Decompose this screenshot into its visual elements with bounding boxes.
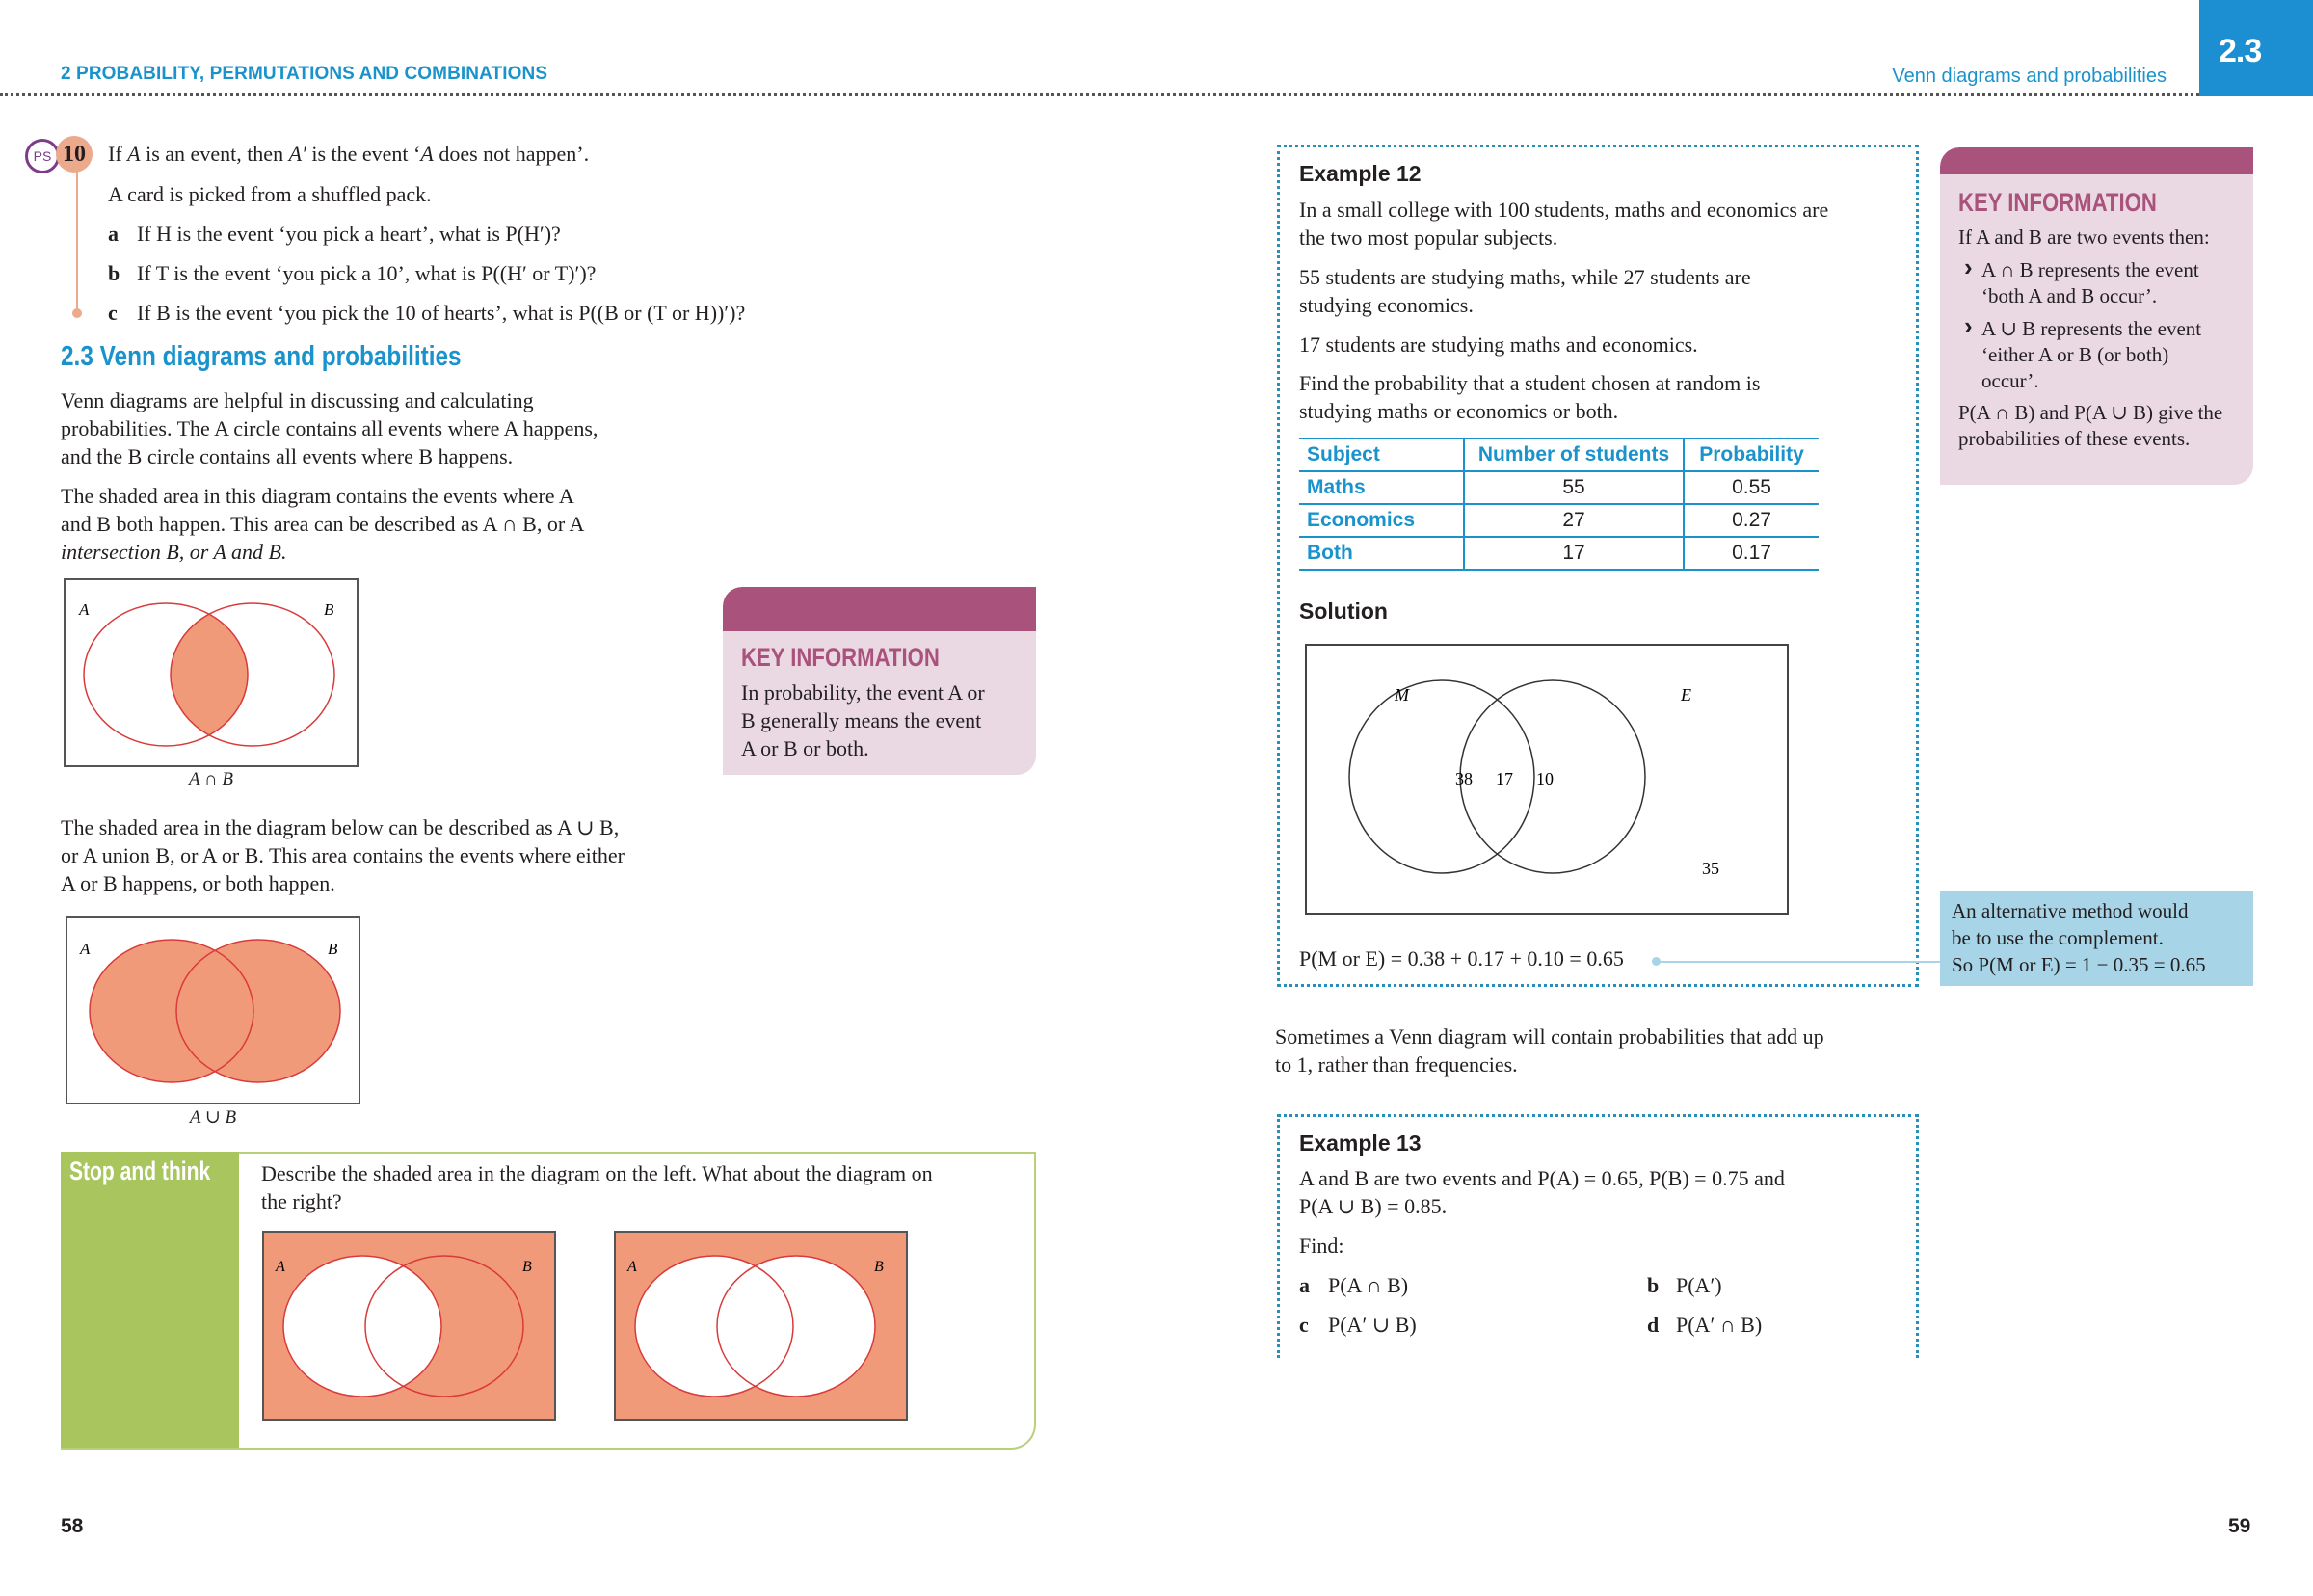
header-rule <box>0 93 2199 96</box>
example-13-part-c: c P(A′ ∪ B) <box>1299 1313 1417 1337</box>
label-b: B <box>324 600 334 619</box>
label-a: A <box>80 940 91 958</box>
question-part-c: c If B is the event ‘you pick the 10 of hearts’, what is P((B or (T or H))′)? <box>108 301 746 325</box>
label-a: A <box>276 1259 285 1275</box>
e-only-count: 10 <box>1536 769 1554 788</box>
label-e: E <box>1681 685 1691 705</box>
section-tab <box>2199 0 2313 96</box>
example-12-para-4: Find the probability that a student chosen at random is studying maths or economics or both. <box>1299 371 1761 423</box>
example-13-part-b: b P(A′) <box>1647 1273 1722 1297</box>
question-rule-end-dot <box>72 308 82 318</box>
example-12-title: Example 12 <box>1299 161 1422 186</box>
label-m: M <box>1395 685 1409 705</box>
example-13-find: Find: <box>1299 1234 1344 1258</box>
example-12-para-3: 17 students are studying maths and economics. <box>1299 332 1698 357</box>
outside-count: 35 <box>1702 859 1719 878</box>
header-probability: Probability <box>1684 439 1819 471</box>
header-number: Number of students <box>1464 439 1684 471</box>
solution-title: Solution <box>1299 598 1388 624</box>
problem-solving-badge: PS <box>25 139 60 173</box>
stop-and-think-sidebar <box>61 1152 239 1448</box>
alternative-method-note: An alternative method would be to use the complement. So P(M or E) = 1 − 0.35 = 0.65 <box>1940 891 2253 986</box>
venn-intersection-caption: A ∩ B <box>188 769 234 789</box>
key-information-box <box>723 587 1036 775</box>
circle-b-unshaded <box>717 1256 875 1396</box>
example-12-venn-diagram <box>1305 644 1789 916</box>
example-13-part-a: a P(A ∩ B) <box>1299 1273 1409 1297</box>
label-a: A <box>79 600 90 619</box>
section-heading: 2.3 Venn diagrams and probabilities <box>61 341 462 372</box>
circle-a-unshaded <box>283 1256 441 1396</box>
table-row: Both 17 0.17 <box>1299 537 1819 570</box>
key-information-box-right <box>1940 147 2253 485</box>
page-number-left: 58 <box>61 1515 84 1537</box>
question-intro: If A is an event, then A′ is the event ‘A does not happen’. <box>108 142 590 166</box>
example-13-statement: A and B are two events and P(A) = 0.65, P(B) = 0.75 and P(A ∪ B) = 0.85. <box>1299 1166 1785 1218</box>
page-number-right: 59 <box>2228 1515 2251 1537</box>
label-b: B <box>522 1259 532 1275</box>
key-info-band <box>1940 147 2253 174</box>
label-b: B <box>874 1259 884 1275</box>
chapter-title: 2 PROBABILITY, PERMUTATIONS AND COMBINATIONS <box>61 64 548 84</box>
table-row: Maths 55 0.55 <box>1299 471 1819 504</box>
question-context: A card is picked from a shuffled pack. <box>108 182 432 206</box>
union-paragraph: The shaded area in the diagram below can be described as A ∪ B, or A union B, or A or B. This area contains the events where either A or B happens, or both happen. <box>61 815 625 895</box>
circle-b-fill <box>176 940 340 1082</box>
example-12-para-1: In a small college with 100 students, maths and economics are the two most popular subjects. <box>1299 198 1829 250</box>
venn-union-caption: A ∪ B <box>189 1107 237 1128</box>
question-rule <box>76 172 78 314</box>
key-info-bullet: › A ∩ B represents the event ‘both A and B occur’. <box>1958 257 2247 309</box>
label-a: A <box>627 1259 637 1275</box>
stop-right-venn-diagram <box>614 1231 908 1421</box>
header-subject: Subject <box>1299 439 1464 471</box>
example-13-part-d: d P(A′ ∩ B) <box>1647 1313 1763 1337</box>
both-count: 17 <box>1496 769 1513 788</box>
intro-paragraph: Venn diagrams are helpful in discussing and calculating probabilities. The A circle contains all events where A happens, and the B circle contains all events where B happens. <box>61 388 598 468</box>
key-info-bullet: › A ∪ B represents the event ‘either A or B (or both) occur’. <box>1958 316 2247 394</box>
venn-union-diagram <box>66 916 360 1104</box>
question-part-a: a If H is the event ‘you pick a heart’, what is P(H′)? <box>108 222 561 246</box>
subject-table <box>1299 438 1819 571</box>
table-header-row <box>1299 439 1819 471</box>
callout-connector-line <box>1656 961 1940 963</box>
stop-left-venn-diagram <box>262 1231 556 1421</box>
stop-and-think-title: Stop and think <box>69 1157 211 1185</box>
example-12-answer: P(M or E) = 0.38 + 0.17 + 0.10 = 0.65 <box>1299 946 1624 971</box>
venn-intersection-diagram <box>64 578 359 767</box>
example-12-para-2: 55 students are studying maths, while 27 students are studying economics. <box>1299 265 1751 317</box>
key-info-band <box>723 587 1036 631</box>
key-info-title: KEY INFORMATION <box>1958 188 2157 217</box>
stop-and-think-text: Describe the shaded area in the diagram on the left. What about the diagram on the right? <box>261 1161 933 1213</box>
example-13-title: Example 13 <box>1299 1130 1422 1156</box>
question-part-b: b If T is the event ‘you pick a 10’, what is P((H′ or T)′)? <box>108 261 597 285</box>
key-info-text: In probability, the event A or B generally means the event A or B or both. <box>741 680 985 760</box>
section-number: 2.3 <box>2219 33 2262 69</box>
key-info-text: If A and B are two events then: › A ∩ B represents the event ‘both A and B occur’. › A ∪ B represents the event ‘either A or B (or both) occur’. P(A ∩ B) and P(A ∪ B) give the probabilities of these events. <box>1958 225 2247 452</box>
table-row: Economics 27 0.27 <box>1299 504 1819 537</box>
intersection-paragraph: The shaded area in this diagram contains the events where A and B both happen. This area can be described as A ∩ B, or A intersection B, or A and B. <box>61 484 585 564</box>
m-only-count: 38 <box>1455 769 1473 788</box>
key-info-title: KEY INFORMATION <box>741 643 940 672</box>
running-section-title: Venn diagrams and probabilities <box>1892 66 2167 87</box>
question-number: 10 <box>56 136 93 173</box>
probabilities-note: Sometimes a Venn diagram will contain probabilities that add up to 1, rather than frequencies. <box>1275 1024 1824 1077</box>
label-b: B <box>328 940 338 958</box>
